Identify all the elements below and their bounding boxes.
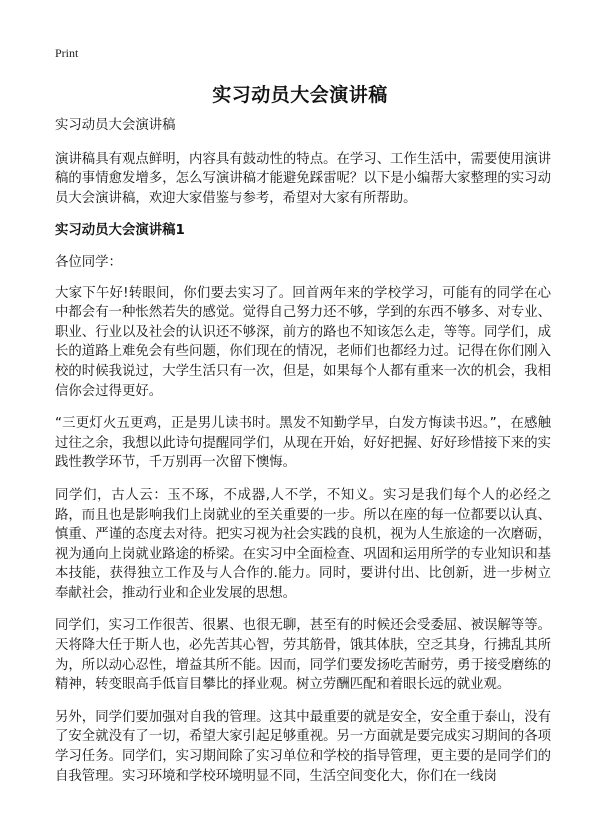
- page-title: 实习动员大会演讲稿: [212, 84, 388, 106]
- greeting: 各位同学：: [55, 254, 122, 270]
- body-paragraph: 大家下午好!转眼间，你们要去实习了。回首两年来的学校学习，可能有的同学在心中都会有一种怅然若失的感觉。觉得自己努力还不够，学到的东西不够多、对专业、职业、行业以及社会的认识还不够深，前方的路也不知该怎么走，等等。同学们，成长的道路上难免会有些问题，你们现在的情况，老师们也都经力过。记得在你们刚入校的时候我说过，大学生活只有一次，但是，如果每个人都有重来一次的机会，我相信你会过得更好。: [55, 285, 551, 399]
- body-paragraph: 同学们，实习工作很苦、很累、也很无聊，甚至有的时候还会受委屈、被误解等等。天将降大任于斯人也，必先苦其心智，劳其筋骨，饿其体肤，空乏其身，行拂乱其所为，所以动心忍性，增益其所不能。因而，同学们要发扬吃苦耐劳，勇于接受磨练的精神，转变眼高手低盲目攀比的择业观。树立劳酬匹配和着眼长远的就业观。: [55, 618, 551, 693]
- section-heading: 实习动员大会演讲稿1: [55, 223, 185, 239]
- print-link[interactable]: Print: [55, 46, 79, 60]
- intro-paragraph: 演讲稿具有观点鲜明，内容具有鼓动性的特点。在学习、工作生活中，需要使用演讲稿的事情愈发增多，怎么写演讲稿才能避免踩雷呢？以下是小编帮大家整理的实习动员大会演讲稿，欢迎大家借鉴与参考，希望对大家有所帮助。: [55, 151, 551, 206]
- document-body: [55, 116, 551, 799]
- document-subtitle: 实习动员大会演讲稿: [55, 118, 176, 133]
- body-paragraph: 另外，同学们要加强对自我的管理。这其中最重要的就是安全，安全重于泰山，没有了安全就没有了一切，希望大家引起足够重视。另一方面就是要完成实习期间的各项学习任务。同学们，实习期间除了实习单位和学校的指导管理，更主要的是同学们的自我管理。实习环境和学校环境明显不同，生活空间变化大，你们在一线岗: [55, 709, 551, 784]
- body-paragraph: “三更灯火五更鸡，正是男儿读书时。黑发不知勤学早，白发方悔读书迟。”，在感触过往之余，我想以此诗句提醒同学们，从现在开始，好好把握、好好珍惜接下来的实践性教学环节，千万别再一次留下懊悔。: [55, 416, 551, 471]
- body-paragraph: 同学们，古人云：玉不琢，不成器,人不学，不知义。实习是我们每个人的必经之路，而且也是影响我们上岗就业的至关重要的一步。所以在座的每一位都要以认真、慎重、严谨的态度去对待。把实习视为社会实践的良机，视为人生旅途的一次磨砺，视为通向上岗就业路途的桥梁。在实习中全面检查、巩固和运用所学的专业知识和基本技能，获得独立工作及与人合作的.能力。同时，要讲付出、比创新，进一步树立奉献社会，推动行业和企业发展的思想。: [55, 487, 551, 601]
